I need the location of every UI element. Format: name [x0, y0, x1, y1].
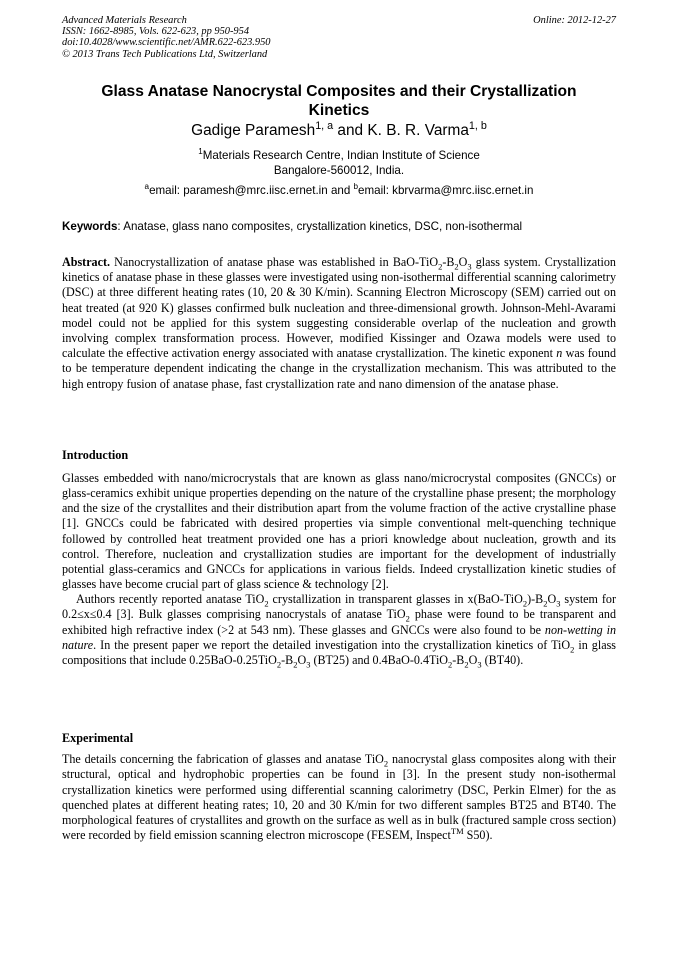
author-2: K. B. R. Varma: [367, 122, 469, 139]
keywords-label: Keywords: [62, 220, 118, 233]
subscript: 2: [464, 659, 469, 670]
email-and: and: [327, 184, 354, 197]
title-line-2: Kinetics: [308, 102, 370, 119]
online-date: Online: 2012-12-27: [533, 15, 616, 26]
author-2-affil: 1, b: [468, 119, 487, 132]
email-a: email: paramesh@mrc.iisc.ernet.in: [149, 184, 328, 197]
author-1: Gadige Paramesh: [191, 122, 316, 139]
subscript: 2: [543, 598, 548, 609]
subscript: 3: [467, 261, 472, 272]
text-run: The details concerning the fabrication of glasses and anatase TiO: [62, 752, 384, 766]
abstract-text: O: [458, 255, 468, 269]
abstract-text: Nanocrystallization of anatase phase was established in BaO-TiO: [110, 255, 439, 269]
affiliation: [62, 148, 616, 178]
section-heading-experimental: Experimental: [62, 731, 134, 745]
subscript: 3: [556, 598, 561, 609]
experimental-body: [62, 752, 616, 844]
journal-name: Advanced Materials Research: [62, 15, 187, 26]
journal-header: [62, 15, 616, 60]
abstract-label: Abstract.: [62, 255, 111, 269]
email-marker-a: a: [144, 182, 150, 192]
abstract-text: was found to be temperature dependent indicating the change in the crystallization mechanism. This was attributed to the high entropy fusion of anatase phase, fast crystallization rate and nano dimension of the anatase phase.: [62, 346, 616, 391]
copyright: © 2013 Trans Tech Publications Ltd, Switzerland: [62, 48, 268, 60]
subscript: 3: [477, 659, 482, 670]
kinetic-exponent-symbol: n: [556, 346, 563, 361]
subscript: 2: [454, 261, 459, 272]
section-heading-introduction: Introduction: [62, 448, 129, 462]
author-1-affil: 1, a: [315, 119, 334, 132]
email-b: email: kbrvarma@mrc.iisc.ernet.in: [358, 184, 534, 197]
title-line-1: Glass Anatase Nanocrystal Composites and their Crystallization: [101, 83, 577, 100]
author-list: [62, 119, 616, 140]
affiliation-line-2: Bangalore-560012, India.: [273, 164, 405, 177]
text-run: S50).: [463, 828, 493, 843]
text-run: O: [547, 592, 557, 607]
abstract-text: glass system. Crystallization kinetics of anatase phase in these glasses were investigated using non-isothermal differential scanning calorimetry (DSC) at three different heating rates (10, 20 & 30 K/min). Scanning Electron Microscopy (SEM) carried out on heat treated (at 920 K) glasses confirmed bulk nucleation and three-dimensional growth. Johnson-Mehl-Avarami model could not be applied for this system suggesting considerable overlap of the nucleation and growth involving complex transformation process. However, modified Kissinger and Ozawa models were used to calculate the effective activation energy associated with anatase crystallization. The kinetic exponent: [62, 255, 616, 361]
emphasis: non-wetting in nature: [62, 622, 616, 652]
introduction-body: [62, 471, 616, 668]
text-run: O: [297, 652, 307, 667]
issn: ISSN: 1662-8985, Vols. 622-623, pp 950-954: [62, 26, 250, 38]
text-run: O: [468, 652, 478, 667]
text-run: (BT40).: [481, 652, 524, 667]
text-run: crystallization in transparent glasses in x(BaO-TiO: [268, 592, 523, 607]
email-marker-b: b: [353, 182, 359, 192]
subscript: 2: [405, 613, 410, 624]
subscript: 2: [570, 644, 575, 655]
paper-title: [62, 82, 616, 120]
subscript: 2: [293, 659, 298, 670]
text-run: -B: [281, 652, 294, 667]
keywords: [62, 219, 616, 234]
trademark-superscript: TM: [450, 826, 464, 837]
doi: doi:10.4028/www.scientific.net/AMR.622-623.950: [62, 37, 271, 49]
text-run: (BT25) and 0.4BaO-0.4TiO: [310, 652, 449, 667]
abstract: [62, 255, 616, 392]
subscript: 2: [383, 758, 389, 769]
subscript: 2: [276, 659, 282, 670]
subscript: 2: [438, 261, 443, 272]
text-run: )-B: [527, 592, 544, 607]
author-and: and: [333, 122, 368, 139]
author-emails: [62, 183, 616, 198]
affiliation-marker: 1: [198, 147, 203, 157]
text-run: in glass compositions that include 0.25BaO-0.25TiO: [62, 637, 616, 667]
affiliation-line-1: Materials Research Centre, Indian Institute of Science: [202, 149, 480, 162]
subscript: 3: [306, 659, 311, 670]
text-run: phase were found to be transparent and exhibited high refractive index (>2 at 543 nm). These glasses and GNCCs were also found to be: [62, 607, 616, 637]
text-run: system for 0.2≤x≤0.4 [3]. Bulk glasses comprising nanocrystals of anatase TiO: [62, 592, 616, 622]
experimental-paragraph: [62, 752, 616, 844]
abstract-text: -B: [442, 255, 455, 269]
subscript: 2: [522, 598, 528, 609]
text-run: nanocrystal glass composites along with their structural, optical and hydrophobic properties can be found in [3]. In the present study non-isothermal crystallization kinetics were performed using differential scanning calorimetry (DSC, Perkin Elmer) for the as quenched plates at different heating rates; 10, 20 and 30 K/min for two different samples BT25 and BT40. The morphological features of crystallites and growth on the surface as well as in bulk (fractured sample cross section) were recorded by field emission scanning electron microscope (FESEM, Inspect: [62, 752, 616, 843]
subscript: 2: [264, 598, 269, 609]
keywords-text: : Anatase, glass nano composites, crystallization kinetics, DSC, non-isothermal: [117, 220, 523, 233]
text-run: Authors recently reported anatase TiO: [76, 592, 265, 607]
intro-paragraph-2: [62, 592, 616, 668]
subscript: 2: [448, 659, 453, 670]
text-run: . In the present paper we report the detailed investigation into the crystallization kinetics of TiO: [93, 637, 571, 652]
text-run: -B: [452, 652, 465, 667]
intro-paragraph-1: Glasses embedded with nano/microcrystals that are known as glass nano/microcrystal composites (GNCCs) or glass-ceramics exhibit unique properties depending on the nature of the crystalline phase present; the morphology and the size of the crystallites and their distribution apart from the volume fraction of the active crystalline phase [1]. GNCCs could be fabricated with desired properties via simple conventional melt-quenching technique followed by controlled heat treatment provided one has a priori knowledge about nucleation, growth and its control. Therefore, nucleation and crystallization studies are important for the development of industrially potential glass-ceramics and GNCCs for applications in various fields. Indeed crystallization kinetic studies of glasses have become crucial part of glass science & technology [2].: [62, 471, 616, 592]
